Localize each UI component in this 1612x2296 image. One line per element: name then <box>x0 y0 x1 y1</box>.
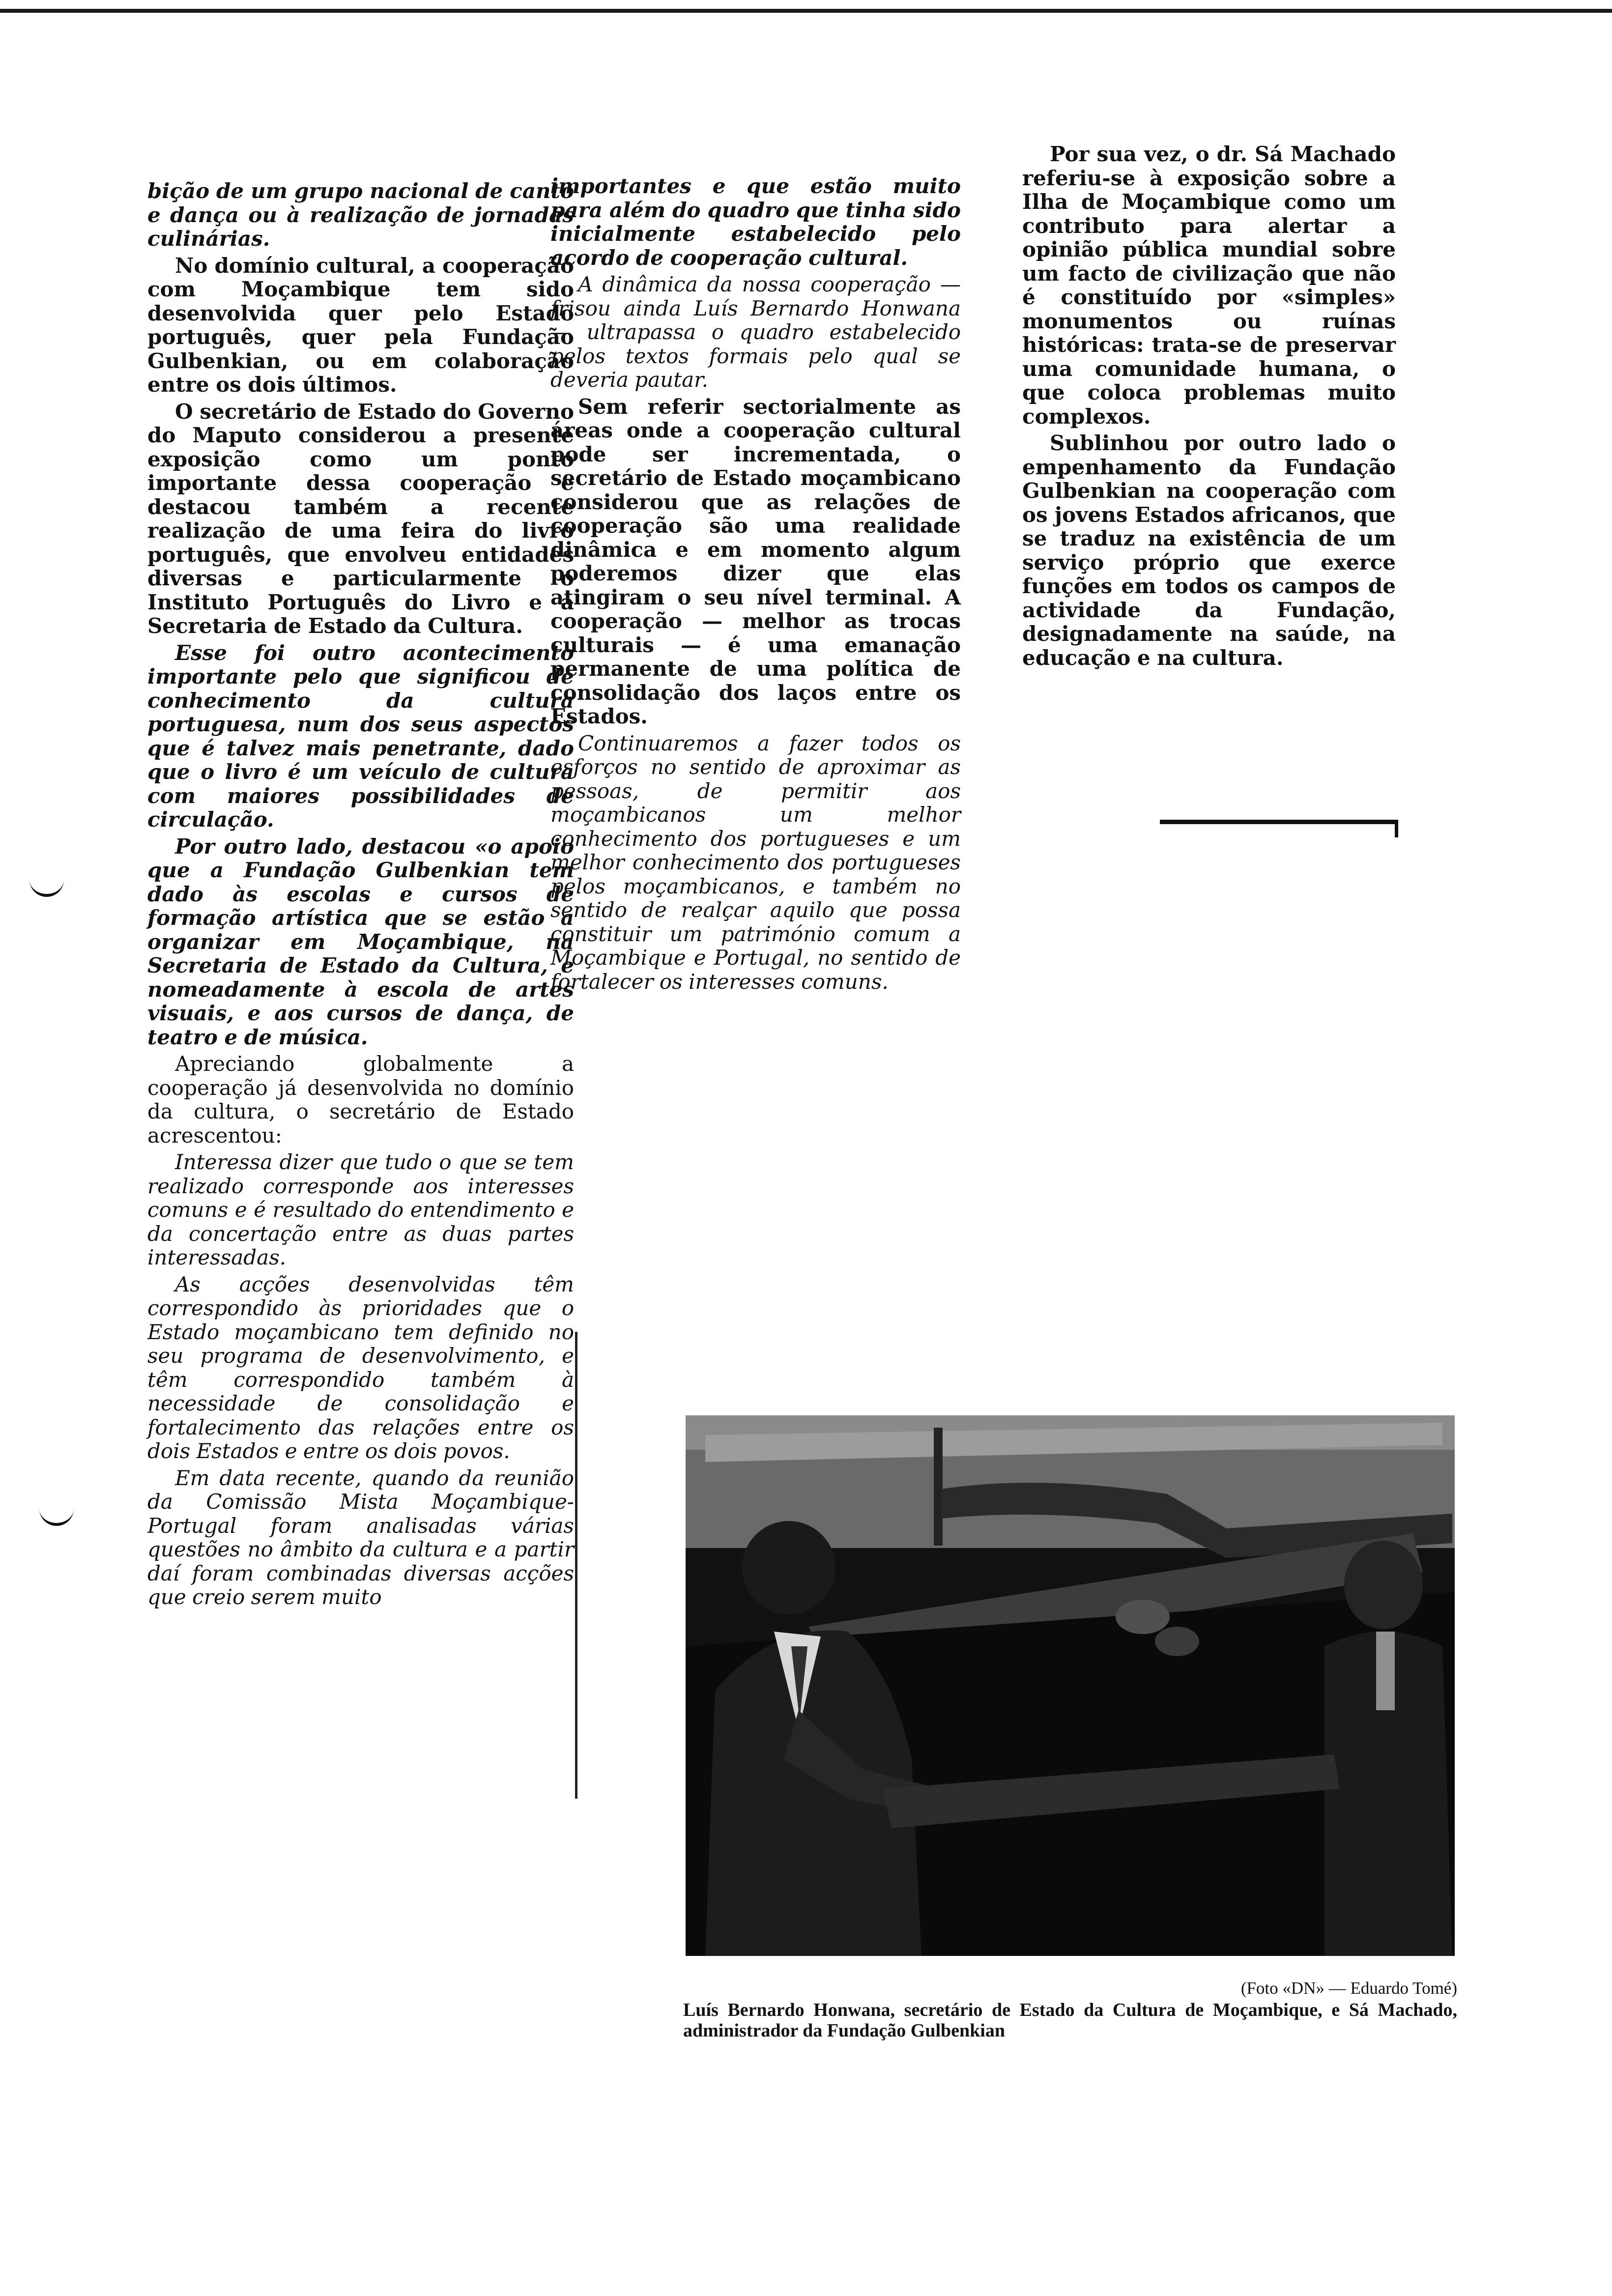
column1-paragraph: Em data recente, quando da reunião da Comissão Mista Moçambique-Portugal foram analisadas várias questões no âmbito da cultura e a partir daí foram combinadas diversas acções que creio serem muito <box>147 1465 574 1609</box>
binder-hole-mark <box>39 1506 74 1526</box>
column-rule <box>575 1332 577 1799</box>
column2-paragraph: importantes e que estão muito para além do quadro que tinha sido inicialmente estabelecido pelo acordo de cooperação cultural. <box>550 174 961 270</box>
column1-paragraph: Apreciando globalmente a cooperação já desenvolvida no domínio da cultura, o secretário de Estado acrescentou: <box>147 1052 574 1148</box>
photo-image <box>686 1415 1455 1956</box>
column2-paragraph: Sem referir sectorialmente as áreas onde a cooperação cultural pode ser incrementada, o secretário de Estado moçambicano considerou que as relações de cooperação são uma realidade dinâmica e em momento algum poderemos dizer que elas atingiram o seu nível terminal. A cooperação — melhor as trocas culturais — é uma emanação permanente de uma política de consolidação dos laços entre os Estados. <box>550 394 961 728</box>
news-photo <box>686 1415 1455 1956</box>
photo-caption: Luís Bernardo Honwana, secretário de Estado da Cultura de Moçambique, e Sá Machado, administrador da Fundação Gulbenkian <box>683 2000 1457 2041</box>
binder-hole-mark <box>29 877 64 897</box>
column1-paragraph: No domínio cultural, a cooperação com Moçambique tem sido desenvolvida quer pelo Estado português, quer pela Fundação Gulbenkian, ou em colaboração entre os dois últimos. <box>147 253 574 397</box>
column-3 <box>1022 143 1396 673</box>
column3-paragraph: Por sua vez, o dr. Sá Machado referiu-se à exposição sobre a Ilha de Moçambique como um contributo para alertar a opinião pública mundial sobre um facto de civilização que não é constituído por «simples» monumentos ou ruínas históricas: trata-se de preservar uma comunidade humana, o que coloca problemas muito complexos. <box>1022 142 1396 429</box>
top-rule <box>0 9 1612 13</box>
column-1 <box>147 179 574 1612</box>
article-end-tick <box>1395 820 1398 837</box>
column1-paragraph: As acções desenvolvidas têm correspondido às prioridades que o Estado moçambicano tem definido no seu programa de desenvolvimento, e têm correspondido também à necessidade de consolidação e fortalecimento das relações entre os dois Estados e entre os dois povos. <box>147 1272 574 1463</box>
column1-paragraph: Esse foi outro acontecimento importante pelo que significou de conhecimento da cultura portuguesa, num dos seus aspectos que é talvez mais penetrante, dado que o livro é um veículo de cultura com maiores possibilidades de circulação. <box>147 640 574 832</box>
photo-caption-block <box>683 1978 1457 2041</box>
article-end-rule <box>1160 820 1396 824</box>
column3-paragraph: Sublinhou por outro lado o empenhamento da Fundação Gulbenkian na cooperação com os jovens Estados africanos, que se traduz na existência de um serviço próprio que exerce funções em todos os campos de actividade da Fundação, designadamente na saúde, na educação e na cultura. <box>1022 431 1396 670</box>
column-2 <box>550 174 961 997</box>
column1-paragraph: O secretário de Estado do Governo do Maputo considerou a presente exposição como um ponto importante dessa cooperação e destacou também a recente realização de uma feira do livro português, que envolveu entidades diversas e particularmente o Instituto Português do Livro e a Secretaria de Estado da Cultura. <box>147 399 574 638</box>
photo-credit: (Foto «DN» — Eduardo Tomé) <box>1240 1979 1457 1998</box>
column2-paragraph: Continuaremos a fazer todos os esforços no sentido de aproximar as pessoas, de permitir aos moçambicanos um melhor conhecimento dos portugueses e um melhor conhecimento dos portugueses pelos moçambicanos, e também no sentido de realçar aquilo que possa constituir um património comum a Moçambique e Portugal, no sentido de fortalecer os interesses comuns. <box>550 731 961 994</box>
column1-paragraph: Por outro lado, destacou «o apoio que a Fundação Gulbenkian tem dado às escolas e cursos de formação artística que se estão a organizar em Moçambique, na Secretaria de Estado da Cultura, e nomeadamente à escola de artes visuais, e aos cursos de dança, de teatro e de música. <box>147 834 574 1049</box>
column1-paragraph: Interessa dizer que tudo o que se tem realizado corresponde aos interesses comuns e é resultado do entendimento e da concertação entre as duas partes interessadas. <box>147 1150 574 1269</box>
column2-paragraph: A dinâmica da nossa cooperação — frisou ainda Luís Bernardo Honwana — ultrapassa o quadro estabelecido pelos textos formais pelo qual se deveria pautar. <box>550 272 961 392</box>
column1-paragraph: bição de um grupo nacional de canto e dança ou à realização de jornadas culinárias. <box>147 179 574 251</box>
